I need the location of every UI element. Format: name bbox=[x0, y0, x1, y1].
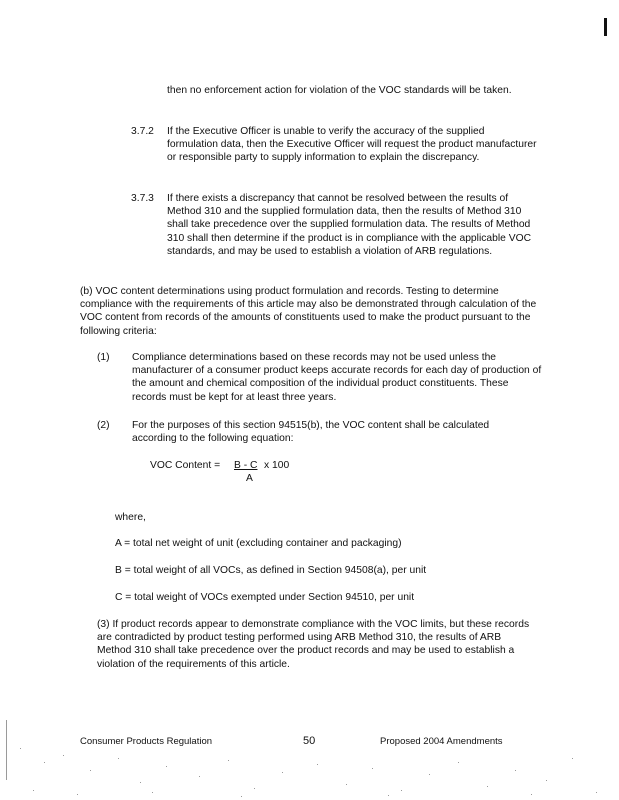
footer-left: Consumer Products Regulation bbox=[80, 736, 213, 747]
definition-c: C = total weight of VOCs exempted under Section 94510, per unit bbox=[115, 592, 415, 603]
item-number: (2) bbox=[97, 420, 110, 431]
section-text: If there exists a discrepancy that cannot be resolved between the results of Method 310 and the supplied formulation data, then the results of Method 310 shall take precedence over the supplied formulation data. The results of Method 310 shall then determine if the product is in compliance with the applicable VOC standards, and may be used to establish a violation of ARB regulations. bbox=[167, 193, 532, 257]
equation-denominator: A bbox=[246, 473, 253, 484]
subsection-b-text: (b) VOC content determinations using product formulation and records. Testing to determine compliance with the requirements of this article may also be demonstrated through calculation of the VOC content from records of the amounts of constituents used to make the product pursuant to the following criteria: bbox=[80, 286, 537, 337]
where-label: where, bbox=[115, 512, 146, 523]
footer-right: Proposed 2004 Amendments bbox=[380, 736, 503, 747]
scan-noise bbox=[0, 700, 619, 800]
page-number: 50 bbox=[303, 735, 316, 747]
definition-a: A = total net weight of unit (excluding container and packaging) bbox=[115, 538, 402, 549]
section-number: 3.7.2 bbox=[131, 126, 154, 137]
revision-margin-bar bbox=[604, 18, 607, 36]
section-number: 3.7.3 bbox=[131, 193, 154, 204]
item-text: Compliance determinations based on these records may not be used unless the manufacturer of a consumer product keeps accurate records for each day of production of the amount and chemical composition of the individual product constituents. These records must be kept for at least three years. bbox=[132, 352, 542, 403]
subsection-b bbox=[80, 285, 542, 338]
item-3-text: (3) If product records appear to demonstrate compliance with the VOC limits, but these records are contradicted by product testing performed using ARB Method 310, the results of ARB Method 310 shall take precedence over the product records and may be used to establish a violation of the requirements of this article. bbox=[97, 619, 530, 670]
item-number: (1) bbox=[97, 352, 110, 363]
equation-lhs: VOC Content = bbox=[150, 460, 221, 471]
equation-numerator: B - C bbox=[234, 460, 258, 471]
definition-b: B = total weight of all VOCs, as defined in Section 94508(a), per unit bbox=[115, 565, 427, 576]
continued-paragraph: then no enforcement action for violation of the VOC standards will be taken. bbox=[167, 85, 512, 96]
item-3 bbox=[97, 618, 537, 671]
section-text: If the Executive Officer is unable to verify the accuracy of the supplied formulation data, then the Executive Officer will request the product manufacturer or responsible party to supply information to explain the discrepancy. bbox=[167, 126, 537, 164]
equation-multiplier: x 100 bbox=[264, 460, 290, 471]
item-text: For the purposes of this section 94515(b), the VOC content shall be calculated according to the following equation: bbox=[132, 420, 490, 445]
